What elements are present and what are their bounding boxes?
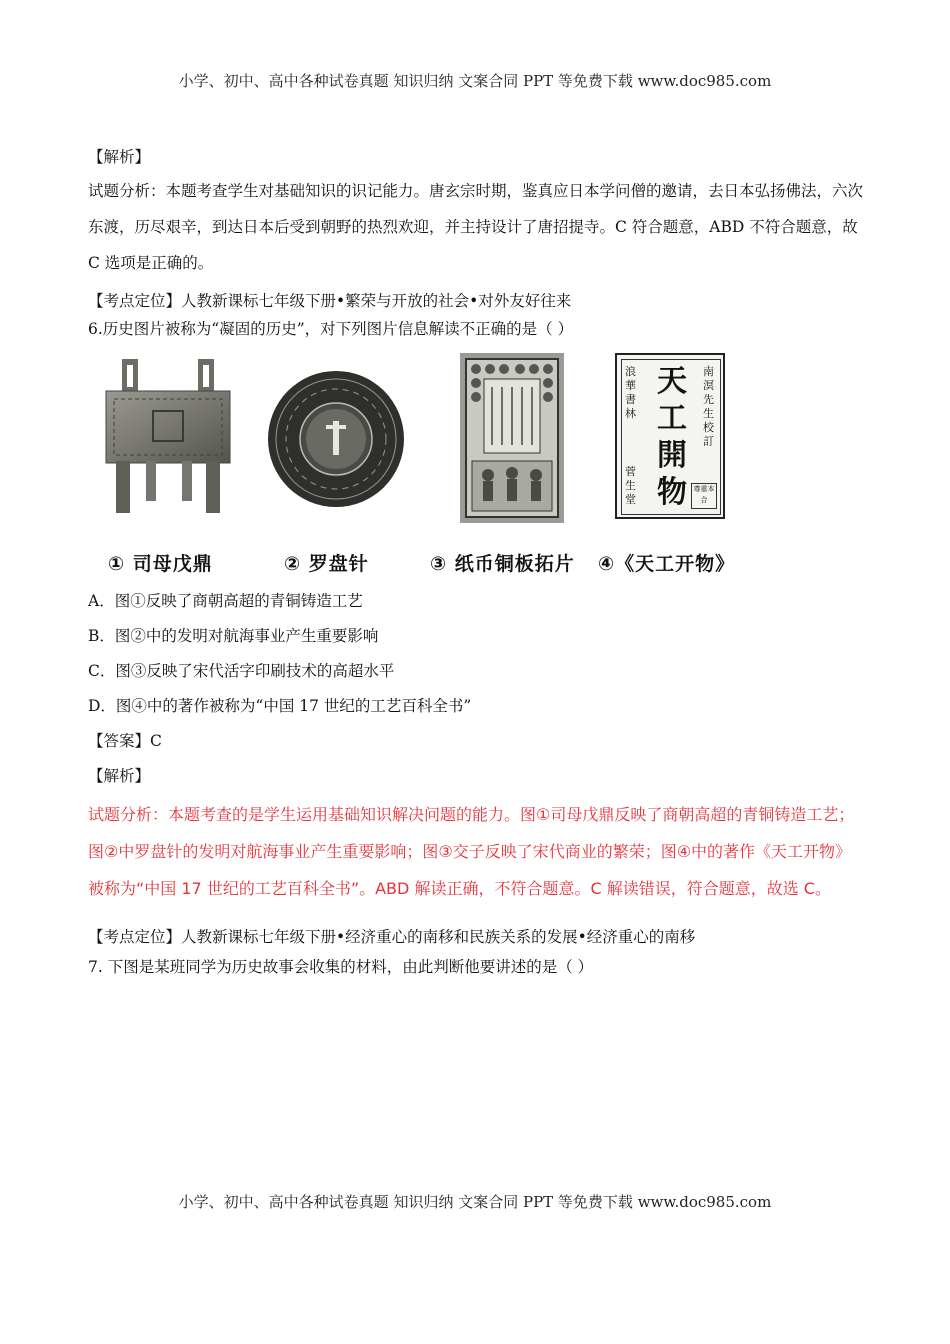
book-seal: 尊重本合	[691, 483, 717, 509]
q6-point: 【考点定位】人教新课标七年级下册•经济重心的南移和民族关系的发展•经济重心的南移	[88, 928, 696, 946]
q5-analysis-text: 试题分析：本题考查学生对基础知识的识记能力。唐玄宗时期，鉴真应日本学问僧的邀请，去日本弘扬佛法，六次东渡，历尽艰辛，到达日本后受到朝野的热烈欢迎，并主持设计了唐招提寺。C 符合题意，ABD 不符合题意，故 C 选项是正确的。	[88, 182, 864, 272]
q5-analysis-label: 【解析】	[88, 148, 151, 166]
book-cover-image	[615, 353, 725, 519]
ding-vessel-image	[98, 353, 238, 521]
page-header: 小学、初中、高中各种试卷真题 知识归纳 文案合同 PPT 等免费下载 www.doc985.com	[178, 72, 772, 90]
book-title-char: 天	[657, 364, 687, 399]
q7-question: 7. 下图是某班同学为历史故事会收集的材料，由此判断他要讲述的是（ ）	[88, 958, 594, 976]
option-a: A．图①反映了商朝高超的青铜铸造工艺	[88, 592, 363, 610]
book-left-column-bottom: 菅生堂	[625, 465, 636, 506]
figure-caption-1: ① 司母戊鼎	[108, 553, 213, 575]
figure-caption-2: ② 罗盘针	[284, 553, 369, 575]
option-c: C．图③反映了宋代活字印刷技术的高超水平	[88, 662, 395, 680]
compass-image	[266, 353, 406, 521]
option-d: D．图④中的著作被称为“中国 17 世纪的工艺百科全书”	[88, 697, 472, 715]
q6-figures	[88, 353, 866, 585]
q6-analysis-text: 试题分析：本题考查的是学生运用基础知识解决问题的能力。图①司母戊鼎反映了商朝高超的青铜铸造工艺；图②中罗盘针的发明对航海事业产生重要影响；图③交子反映了宋代商业的繁荣；图④中的著作《天工开物》被称为“中国 17 世纪的工艺百科全书”。ABD 解读正确，不符合题意。C 解读错误，符合题意，故选 C。	[88, 805, 855, 898]
book-title-char: 物	[657, 475, 687, 510]
figure-caption-4: ④《天工开物》	[598, 553, 736, 575]
option-b: B．图②中的发明对航海事业产生重要影响	[88, 627, 379, 645]
q6-question: 6.历史图片被称为“凝固的历史”，对下列图片信息解读不正确的是（ ）	[88, 320, 574, 338]
book-left-column-top: 浪華書林	[625, 365, 636, 420]
book-title-char: 工	[657, 401, 687, 436]
page-footer: 小学、初中、高中各种试卷真题 知识归纳 文案合同 PPT 等免费下载 www.doc985.com	[178, 1193, 772, 1211]
q6-analysis-label: 【解析】	[88, 767, 151, 785]
book-right-column: 南溟先生校訂	[703, 365, 714, 448]
book-title-char: 開	[657, 438, 687, 473]
q6-answer: 【答案】C	[88, 732, 162, 750]
figure-caption-3: ③ 纸币铜板拓片	[430, 553, 575, 575]
q5-point: 【考点定位】人教新课标七年级下册•繁荣与开放的社会•对外友好往来	[88, 292, 572, 310]
paper-money-rubbing-image	[460, 353, 564, 523]
document-content	[88, 147, 866, 977]
